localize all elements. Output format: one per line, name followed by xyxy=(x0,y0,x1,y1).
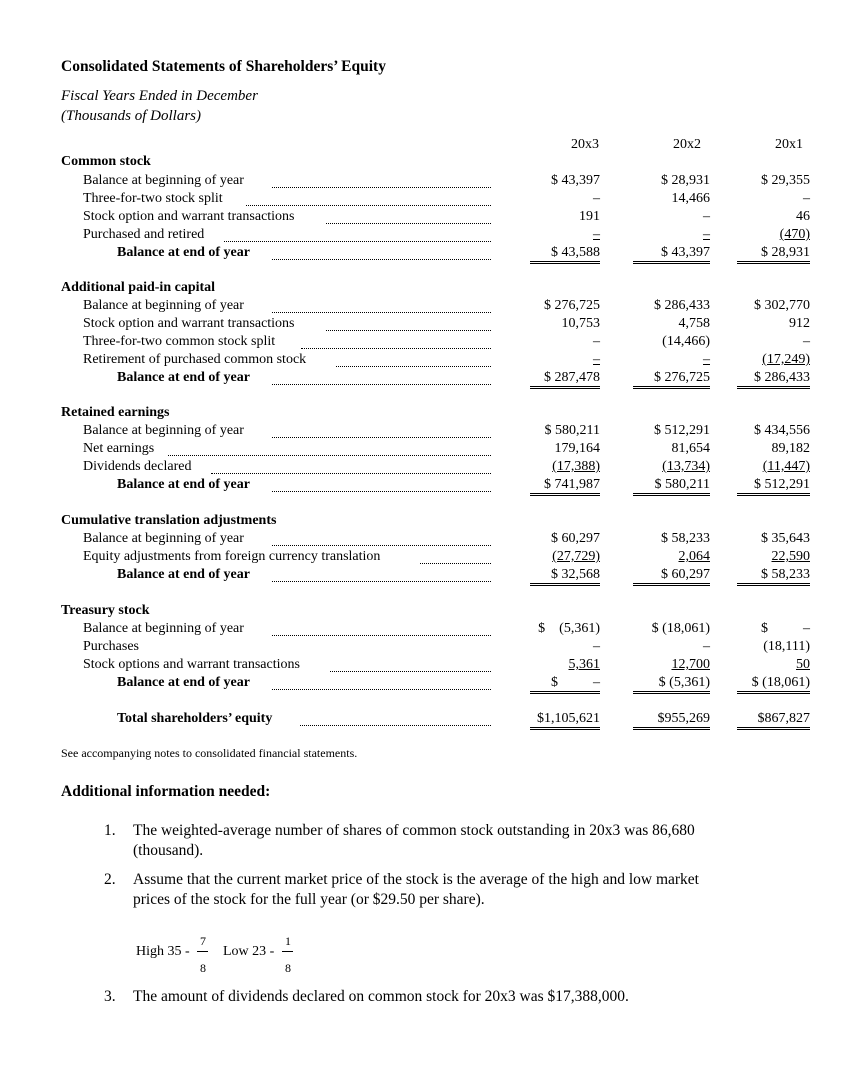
value-20x2: $ 286,433 xyxy=(654,298,710,313)
leader-dots xyxy=(272,173,491,188)
table-row xyxy=(0,459,844,477)
low-fraction-numerator: 1 xyxy=(285,934,291,948)
high-price-label: High 35 - xyxy=(136,944,190,959)
row-label: Stock options and warrant transactions xyxy=(83,657,300,672)
list-number: 1. xyxy=(104,822,116,839)
leader-dots xyxy=(272,621,491,636)
value-20x3: $ 43,588 xyxy=(530,245,600,264)
row-label: Balance at beginning of year xyxy=(83,531,244,546)
leader-dots xyxy=(420,549,491,564)
units-subtitle: (Thousands of Dollars) xyxy=(61,108,202,124)
low-price-label: Low 23 - xyxy=(223,944,275,959)
table-row xyxy=(0,298,844,316)
footnote: See accompanying notes to consolidated financial statements. xyxy=(61,746,358,760)
leader-dots xyxy=(211,459,491,474)
value-20x3: – xyxy=(593,191,600,206)
value-20x2: $955,269 xyxy=(633,711,710,730)
row-label: Three-for-two stock split xyxy=(83,191,223,206)
value-20x1: $ 512,291 xyxy=(737,477,810,496)
value-20x3: $ 276,725 xyxy=(544,298,600,313)
table-row xyxy=(0,549,844,567)
value-20x1: – xyxy=(803,334,810,349)
table-row xyxy=(0,227,844,245)
leader-dots xyxy=(330,657,491,672)
row-label: Balance at end of year xyxy=(117,245,250,260)
row-label: Purchased and retired xyxy=(83,227,205,242)
leader-dots xyxy=(336,352,491,367)
value-20x3: (27,729) xyxy=(552,549,600,564)
value-20x2: – xyxy=(703,352,710,367)
leader-dots xyxy=(326,316,491,331)
value-20x1: 89,182 xyxy=(771,441,810,456)
value-20x3: (17,388) xyxy=(552,459,600,474)
leader-dots xyxy=(272,245,491,260)
fiscal-years-subtitle: Fiscal Years Ended in December xyxy=(61,88,258,104)
value-20x2: 12,700 xyxy=(671,657,710,672)
leader-dots xyxy=(246,191,491,206)
table-row-total xyxy=(0,675,844,693)
value-20x1: $ 434,556 xyxy=(754,423,810,438)
value-20x1: (18,111) xyxy=(763,639,810,654)
value-20x1: $ 286,433 xyxy=(737,370,810,389)
value-20x3: $1,105,621 xyxy=(530,711,600,730)
value-20x3: – xyxy=(593,639,600,654)
value-20x3: 5,361 xyxy=(568,657,600,672)
leader-dots xyxy=(272,298,491,313)
table-row xyxy=(0,209,844,227)
value-20x1: 46 xyxy=(796,209,810,224)
value-20x3: 10,753 xyxy=(561,316,600,331)
row-label: Balance at beginning of year xyxy=(83,298,244,313)
value-20x3: $ 580,211 xyxy=(544,423,600,438)
value-20x1: $ 35,643 xyxy=(761,531,810,546)
list-item-line: (thousand). xyxy=(133,842,204,859)
additional-info-heading: Additional information needed: xyxy=(61,783,271,800)
row-label: Purchases xyxy=(83,639,139,654)
value-20x1: $ 58,233 xyxy=(737,567,810,586)
value-20x2: $ 512,291 xyxy=(654,423,710,438)
row-label: Stock option and warrant transactions xyxy=(83,316,295,331)
value-20x3: – xyxy=(593,352,600,367)
row-label: Balance at beginning of year xyxy=(83,173,244,188)
row-label: Equity adjustments from foreign currency translation xyxy=(83,549,381,564)
value-20x3: $ 741,987 xyxy=(530,477,600,496)
row-label: Balance at beginning of year xyxy=(83,621,244,636)
list-item-line: The amount of dividends declared on common stock for 20x3 was $17,388,000. xyxy=(133,988,629,1005)
value-20x1: (470) xyxy=(779,227,810,242)
table-row xyxy=(0,316,844,334)
value-20x1: $ 302,770 xyxy=(754,298,810,313)
section-title: Cumulative translation adjustments xyxy=(61,513,277,528)
value-20x3: $ – xyxy=(530,675,600,694)
fraction-bar xyxy=(282,951,293,952)
value-20x3: $ 287,478 xyxy=(530,370,600,389)
row-label: Three-for-two common stock split xyxy=(83,334,276,349)
row-label: Balance at end of year xyxy=(117,675,250,690)
value-20x3: $ 32,568 xyxy=(530,567,600,586)
value-20x2: 14,466 xyxy=(671,191,710,206)
leader-dots xyxy=(301,334,491,349)
leader-dots xyxy=(272,370,491,385)
low-fraction-denominator: 8 xyxy=(285,961,291,975)
value-20x2: (14,466) xyxy=(662,334,710,349)
row-label: Balance at end of year xyxy=(117,370,250,385)
value-20x1: 50 xyxy=(796,657,810,672)
value-20x2: – xyxy=(703,227,710,242)
value-20x1: $ (18,061) xyxy=(737,675,810,694)
value-20x3: – xyxy=(593,334,600,349)
value-20x2: $ 58,233 xyxy=(661,531,710,546)
table-row xyxy=(0,191,844,209)
value-20x2: $ 28,931 xyxy=(661,173,710,188)
value-20x3: – xyxy=(593,227,600,242)
row-label: Balance at end of year xyxy=(117,477,250,492)
value-20x1: 22,590 xyxy=(771,549,810,564)
table-row xyxy=(0,441,844,459)
high-fraction-numerator: 7 xyxy=(200,934,206,948)
row-label: Net earnings xyxy=(83,441,155,456)
statement-title: Consolidated Statements of Shareholders’ Equity xyxy=(61,58,386,75)
leader-dots xyxy=(272,675,491,690)
list-item-line: Assume that the current market price of the stock is the average of the high and low market xyxy=(133,871,699,888)
table-row-total xyxy=(0,567,844,585)
value-20x2: $ 43,397 xyxy=(633,245,710,264)
fraction-bar xyxy=(197,951,208,952)
section-title: Treasury stock xyxy=(61,603,150,618)
value-20x2: 81,654 xyxy=(671,441,710,456)
table-row xyxy=(0,352,844,370)
section-title: Retained earnings xyxy=(61,405,170,420)
row-label: Total shareholders’ equity xyxy=(117,711,273,726)
table-row xyxy=(0,334,844,352)
leader-dots xyxy=(326,209,491,224)
value-20x2: $ 580,211 xyxy=(633,477,710,496)
value-20x3: 191 xyxy=(579,209,600,224)
table-row xyxy=(0,657,844,675)
table-row-total xyxy=(0,370,844,388)
section-title: Common stock xyxy=(61,154,151,169)
row-label: Retirement of purchased common stock xyxy=(83,352,307,367)
table-row xyxy=(0,173,844,191)
row-label: Stock option and warrant transactions xyxy=(83,209,295,224)
value-20x1: $ 28,931 xyxy=(737,245,810,264)
total-equity-row xyxy=(0,711,844,729)
list-number: 3. xyxy=(104,988,116,1005)
table-row-total xyxy=(0,477,844,495)
value-20x2: (13,734) xyxy=(662,459,710,474)
table-row xyxy=(0,423,844,441)
row-label: Dividends declared xyxy=(83,459,192,474)
value-20x2: 4,758 xyxy=(678,316,710,331)
value-20x1: $867,827 xyxy=(737,711,810,730)
list-item-line: The weighted-average number of shares of common stock outstanding in 20x3 was 86,680 xyxy=(133,822,695,839)
table-row xyxy=(0,531,844,549)
value-20x2: $ 60,297 xyxy=(633,567,710,586)
leader-dots xyxy=(300,711,491,726)
value-20x3: 179,164 xyxy=(554,441,600,456)
column-header-20x3: 20x3 xyxy=(571,137,599,152)
row-label: Balance at end of year xyxy=(117,567,250,582)
value-20x2: $ (18,061) xyxy=(651,621,710,636)
value-20x1: (17,249) xyxy=(762,352,810,367)
value-20x3: $ 60,297 xyxy=(551,531,600,546)
value-20x3: $ (5,361) xyxy=(538,621,600,636)
leader-dots xyxy=(224,227,491,242)
value-20x2: $ 276,725 xyxy=(633,370,710,389)
column-header-20x2: 20x2 xyxy=(673,137,701,152)
table-row xyxy=(0,621,844,639)
leader-dots xyxy=(272,477,491,492)
value-20x1: $ – xyxy=(761,621,810,636)
table-row xyxy=(0,639,844,657)
value-20x2: – xyxy=(703,639,710,654)
row-label: Balance at beginning of year xyxy=(83,423,244,438)
value-20x3: $ 43,397 xyxy=(551,173,600,188)
section-title: Additional paid-in capital xyxy=(61,280,216,295)
value-20x2: 2,064 xyxy=(678,549,710,564)
list-number: 2. xyxy=(104,871,116,888)
table-row-total xyxy=(0,245,844,263)
high-fraction-denominator: 8 xyxy=(200,961,206,975)
leader-dots xyxy=(272,423,491,438)
value-20x1: $ 29,355 xyxy=(761,173,810,188)
column-header-20x1: 20x1 xyxy=(775,137,803,152)
leader-dots xyxy=(168,441,491,456)
leader-dots xyxy=(272,531,491,546)
value-20x1: – xyxy=(803,191,810,206)
value-20x2: $ (5,361) xyxy=(633,675,710,694)
value-20x1: (11,447) xyxy=(762,459,810,474)
value-20x2: – xyxy=(703,209,710,224)
value-20x1: 912 xyxy=(789,316,810,331)
list-item-line: prices of the stock for the full year (or $29.50 per share). xyxy=(133,891,485,908)
leader-dots xyxy=(272,567,491,582)
